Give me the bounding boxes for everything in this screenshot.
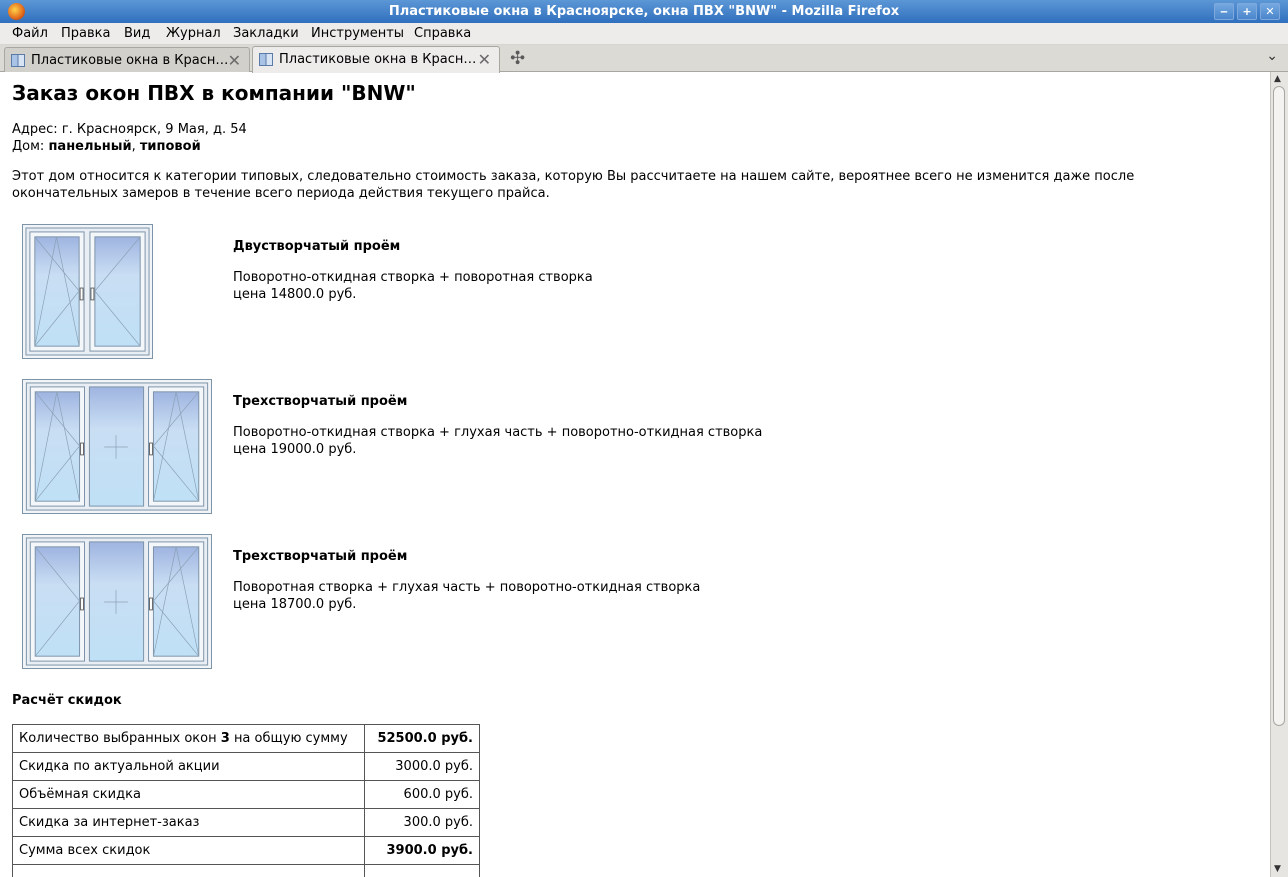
tab-label: Пластиковые окна в Красн… [279, 52, 477, 67]
item-2-desc [233, 424, 762, 458]
count-cell [13, 725, 365, 753]
intro-text: Этот дом относится к категории типовых, следовательно стоимость заказа, которую Вы рассчитаете на нашем сайте, вероятнее всего не изменится даже после окончательных замеров в течение всего периода действия текущего прайса. [12, 169, 1135, 201]
close-tab-icon[interactable]: ✕ [227, 51, 241, 70]
vertical-scrollbar[interactable] [1270, 72, 1288, 877]
window-title: Пластиковые окна в Красноярске, окна ПВХ "BNW" - Mozilla Firefox [388, 4, 900, 19]
table-row [13, 865, 480, 877]
item-1-price: цена 14800.0 руб. [233, 287, 357, 302]
two-sash-window-image[interactable] [22, 224, 153, 359]
discount-value: 600.0 руб. [365, 781, 480, 809]
item-3-title: Трехстворчатый проём [233, 549, 408, 564]
scroll-up-arrow-icon[interactable]: ▲ [1274, 74, 1281, 84]
discount-label: Объёмная скидка [13, 781, 365, 809]
count-suffix: на общую сумму [233, 731, 348, 746]
discount-value: 3000.0 руб. [365, 753, 480, 781]
tab-2-active[interactable] [252, 46, 500, 73]
maximize-button[interactable]: + [1237, 3, 1257, 20]
address-block [12, 121, 247, 155]
discount-value: 300.0 руб. [365, 809, 480, 837]
discount-label: Скидка за интернет-заказ [13, 809, 365, 837]
discounts-title: Расчёт скидок [12, 693, 122, 708]
house-label: Дом: [12, 139, 45, 154]
item-2-title: Трехстворчатый проём [233, 394, 408, 409]
window-count: 3 [220, 731, 230, 746]
tab-label: Пластиковые окна в Красн… [31, 53, 229, 68]
menu-help[interactable]: Справка [414, 26, 472, 41]
scroll-down-arrow-icon[interactable]: ▼ [1274, 864, 1281, 874]
sum-label: Сумма всех скидок [13, 837, 365, 865]
discounts-table [12, 724, 480, 877]
count-prefix: Количество выбранных окон [19, 731, 217, 746]
page-favicon-icon [259, 53, 273, 66]
new-tab-icon[interactable]: ✣ [510, 48, 526, 69]
page-favicon-icon [11, 54, 25, 67]
house-type-2: типовой [139, 139, 201, 154]
item-3-description: Поворотная створка + глухая часть + поворотно-откидная створка [233, 580, 701, 595]
item-1-title: Двустворчатый проём [233, 239, 401, 254]
table-row [13, 837, 480, 865]
close-tab-icon[interactable]: ✕ [477, 50, 491, 69]
scrollbar-thumb[interactable] [1273, 86, 1285, 726]
house-type-1: панельный [48, 139, 132, 154]
cut-off-cell [13, 865, 365, 877]
total-sum: 52500.0 руб. [365, 725, 480, 753]
tab-bar [0, 45, 1288, 72]
table-row [13, 781, 480, 809]
discount-label: Скидка по актуальной акции [13, 753, 365, 781]
address-label: Адрес: [12, 122, 58, 137]
page-title: Заказ окон ПВХ в компании "BNW" [12, 81, 416, 105]
menu-tools[interactable]: Инструменты [311, 26, 405, 41]
item-2-description: Поворотно-откидная створка + глухая часть + поворотно-откидная створка [233, 425, 763, 440]
house-separator: , [131, 139, 136, 154]
tab-1[interactable] [4, 47, 250, 72]
item-2-price: цена 19000.0 руб. [233, 442, 357, 457]
item-3-desc [233, 579, 700, 613]
menu-history[interactable]: Журнал [166, 26, 221, 41]
three-sash-window-image[interactable] [22, 534, 212, 669]
menu-bookmarks[interactable]: Закладки [233, 26, 299, 41]
table-row [13, 725, 480, 753]
menu-bar [0, 23, 1288, 45]
close-window-button[interactable]: ✕ [1260, 3, 1280, 20]
address-value: г. Красноярск, 9 Мая, д. 54 [61, 122, 247, 137]
page-content [0, 72, 1270, 877]
sum-value: 3900.0 руб. [365, 837, 480, 865]
table-row [13, 809, 480, 837]
table-row [13, 753, 480, 781]
minimize-button[interactable]: ‒ [1214, 3, 1234, 20]
window-titlebar [0, 0, 1288, 23]
menu-edit[interactable]: Правка [61, 26, 111, 41]
item-3-price: цена 18700.0 руб. [233, 597, 357, 612]
item-1-desc [233, 269, 593, 303]
cut-off-cell [365, 865, 480, 877]
menu-view[interactable]: Вид [124, 26, 151, 41]
menu-file[interactable]: Файл [12, 26, 48, 41]
three-sash-window-image[interactable] [22, 379, 212, 514]
item-1-description: Поворотно-откидная створка + поворотная створка [233, 270, 593, 285]
tab-list-chevron-icon[interactable]: ⌄ [1266, 48, 1278, 64]
